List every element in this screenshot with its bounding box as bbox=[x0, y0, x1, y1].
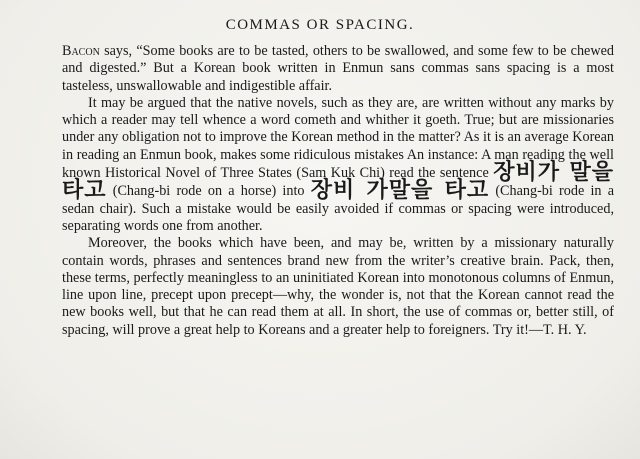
korean-sentence-horse: 장비가 말을 타고 bbox=[62, 160, 614, 204]
paragraph-2-text-before: It may be argued that the native novels, such as they are, are written without any marks by which a reader may tell whence a word cometh and whither it goeth. True; but are missionaries under any obligation not to improve the Korean method in the matter? As it is an average Korean in reading an Enmun book, makes some ridiculous mistakes An instance: A man reading the well known Historical Novel of Three States (Sam Kuk Chi) read the sentence bbox=[62, 94, 614, 182]
paragraph-2-text-middle: (Chang-bi rode on a horse) into bbox=[106, 183, 311, 200]
article-body bbox=[62, 43, 614, 339]
korean-sentence-sedan: 장비 가말을 타고 bbox=[310, 178, 490, 204]
paragraph-1-text: says, “Some books are to be tasted, others to be swallowed, and some few to be chewed and digested.” But a Korean book written in Enmun sans commas sans spacing is a most tasteless, unswallowable and indigestible affair. bbox=[62, 43, 614, 94]
paragraph-1-lead: Bacon bbox=[62, 43, 100, 59]
paragraph-1 bbox=[62, 43, 614, 95]
article-title: COMMAS OR SPACING. bbox=[225, 17, 415, 33]
paragraph-2 bbox=[62, 95, 614, 235]
paragraph-3-text: Moreover, the books which have been, and may be, written by a missionary naturally contain words, phrases and sentences brand new from the writer’s creative brain. Pack, then, these terms, perfectly meaningless to an uninitiated Korean into monotonous columns of Enmun, line upon line, precept upon precept—why, the wonder is, not that the Korean cannot read the new books well, but that he can read them at all. In short, the use of commas or, better still, of spacing, will prove a great help to Koreans and a greater help to foreigners. Try it!—T. H. Y. bbox=[62, 235, 614, 338]
paragraph-2-text-after: (Chang-bi rode in a sedan chair). Such a mistake would be easily avoided if commas or spacing were introduced, separating words one from another. bbox=[62, 183, 614, 234]
paragraph-3 bbox=[62, 235, 614, 339]
